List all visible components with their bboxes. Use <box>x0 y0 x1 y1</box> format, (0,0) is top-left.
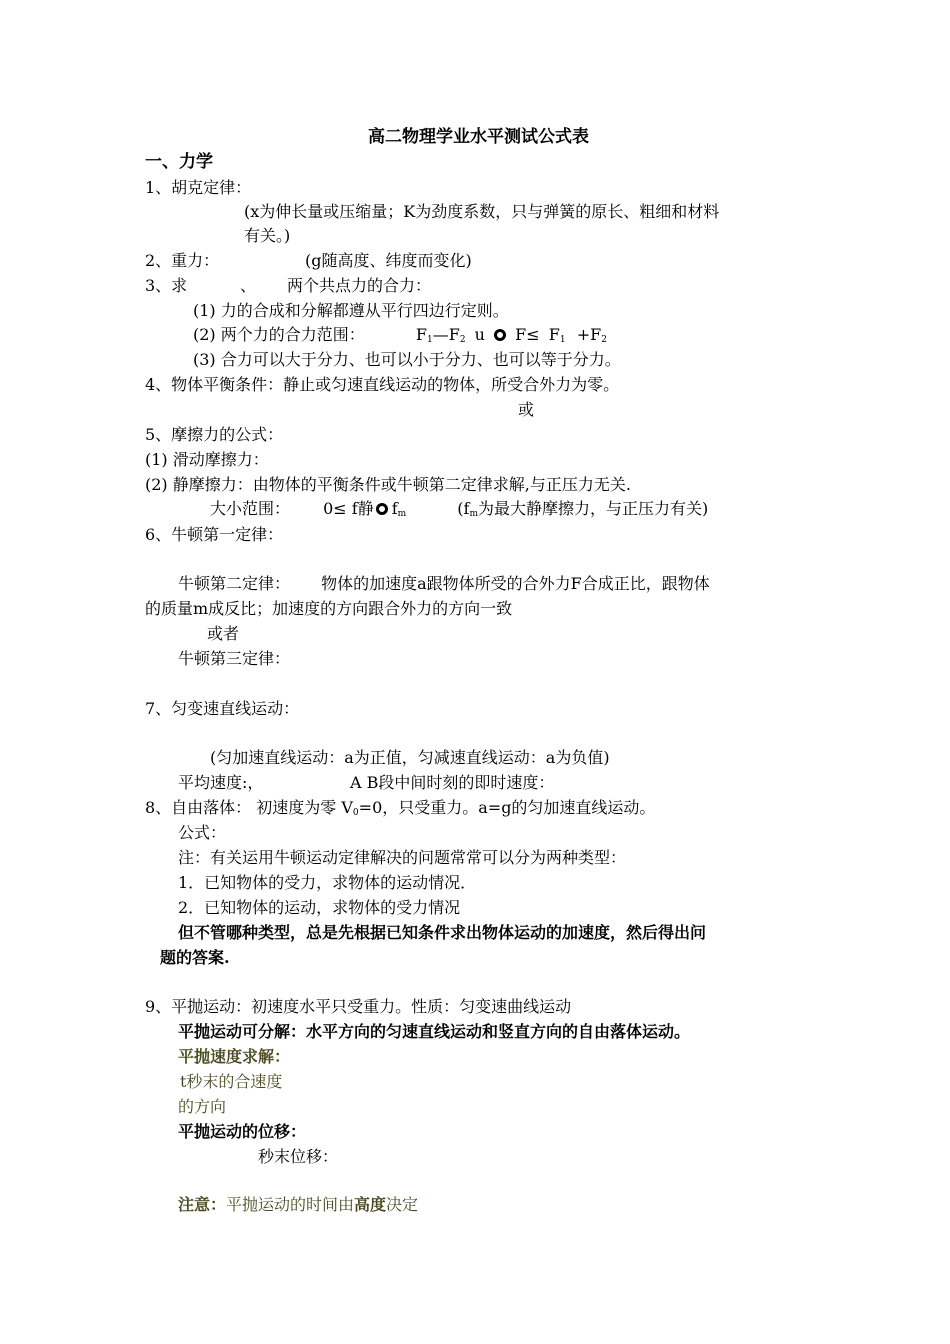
force-f1-b: F <box>548 325 560 344</box>
static-range <box>210 498 708 520</box>
projectile-direction: 的方向 <box>178 1097 227 1116</box>
free-fall-a: 8、自由落体： 初速度为零 V <box>145 798 353 817</box>
static-friction: (2) 静摩擦力：由物体的平衡条件或牛顿第二定律求解,与正压力无关. <box>145 475 631 494</box>
attention-label: 注意： <box>178 1195 227 1214</box>
ring-symbol-icon <box>494 329 506 341</box>
attention-height: 高度 <box>354 1195 387 1214</box>
balance-condition: 4、物体平衡条件：静止或匀速直线运动的物体，所受合外力为零。 <box>145 375 620 394</box>
attention-text: 平抛运动的时间由 <box>226 1195 355 1214</box>
or-1: 或 <box>518 400 535 419</box>
force-rule-1: (1) 力的合成和分解都遵从平行四边行定则。 <box>193 301 509 320</box>
newton-second-cont: 的质量m成反比；加速度的方向跟合外力的方向一致 <box>145 599 513 618</box>
f1-subscript: 1 <box>426 335 433 345</box>
newton-first: 6、牛顿第一定律： <box>145 525 284 544</box>
page-title: 高二物理学业水平测试公式表 <box>368 127 589 147</box>
projectile-motion: 9、平抛运动：初速度水平只受重力。性质：匀变速曲线运动 <box>145 997 572 1016</box>
range-note-a: (f <box>457 499 470 518</box>
minus-sign: — <box>432 325 449 344</box>
resultant-force-a: 3、求 <box>145 276 188 295</box>
fm-subscript: m <box>397 509 407 519</box>
projectile-second-disp: 秒末位移： <box>258 1147 339 1166</box>
u-symbol: u <box>474 325 485 344</box>
friction-formula: 5、摩擦力的公式： <box>145 425 284 444</box>
force-f1: F <box>415 325 427 344</box>
uniform-motion-note: (匀加速直线运动：a为正值，匀减速直线运动：a为负值) <box>210 748 610 767</box>
projectile-displacement: 平抛运动的位移： <box>178 1122 307 1141</box>
newton-note: 注：有关运用牛顿运动定律解决的问题常常可以分为两种类型： <box>178 848 627 867</box>
range-expr: 0≤ f静 <box>323 499 374 518</box>
average-velocity: 平均速度:， <box>178 773 264 792</box>
hooke-note-1: (x为伸长量或压缩量；K为劲度系数，只与弹簧的原长、粗细和材料 <box>244 202 720 221</box>
resultant-force-b: 、 <box>240 276 257 295</box>
free-fall-formula: 公式： <box>178 823 227 842</box>
newton-third: 牛顿第三定律： <box>178 649 291 668</box>
free-fall <box>145 797 655 819</box>
newton-note-1: 1．已知物体的受力，求物体的运动情况． <box>178 873 477 892</box>
attention-end: 决定 <box>386 1195 419 1214</box>
f2-subscript: 2 <box>459 335 466 345</box>
newton-second-text: 物体的加速度a跟物体所受的合外力F合成正比，跟物体 <box>321 574 710 593</box>
projectile-attention <box>178 1194 418 1216</box>
newton-second <box>178 573 710 595</box>
midtime-velocity: A B段中间时刻的即时速度： <box>350 773 555 792</box>
resultant-force-c: 两个共点力的合力： <box>287 276 432 295</box>
force-rule-3: (3) 合力可以大于分力、也可以小于分力、也可以等于分力。 <box>193 350 621 369</box>
ring-symbol-icon <box>376 503 388 515</box>
force-range-label: (2) 两个力的合力范围： <box>193 325 365 344</box>
uniform-motion: 7、匀变速直线运动： <box>145 699 300 718</box>
key-point-1: 但不管哪种类型，总是先根据已知条件求出物体运动的加速度，然后得出问 <box>178 923 707 942</box>
free-fall-b: =0，只受重力。a=g的匀加速直线运动。 <box>358 798 656 817</box>
section-mechanics: 一、力学 <box>145 152 213 172</box>
gravity: 2、重力： <box>145 251 220 270</box>
projectile-velocity: 平抛速度求解： <box>178 1047 291 1066</box>
range-note-b: 为最大静摩擦力，与正压力有关) <box>478 499 709 518</box>
or-2: 或者 <box>207 624 240 643</box>
fm-symbol: f <box>391 499 398 518</box>
range-label: 大小范围： <box>210 499 291 518</box>
newton-second-label: 牛顿第二定律： <box>178 574 291 593</box>
force-f2: F <box>448 325 460 344</box>
force-rule-2 <box>193 324 607 346</box>
fm-subscript-note: m <box>469 509 478 519</box>
hooke-note-2: 有关。) <box>244 226 291 245</box>
projectile-resultant: t秒末的合速度 <box>180 1072 283 1091</box>
v0-subscript: 0 <box>352 808 359 818</box>
sliding-friction: (1) 滑动摩擦力： <box>145 450 269 469</box>
f2-subscript-b: 2 <box>601 335 607 345</box>
newton-note-2: 2．已知物体的运动，求物体的受力情况 <box>178 898 461 917</box>
hooke-law: 1、胡克定律： <box>145 178 252 197</box>
projectile-decompose: 平抛运动可分解：水平方向的匀速直线运动和竖直方向的自由落体运动。 <box>178 1022 691 1041</box>
f1-subscript-b: 1 <box>559 335 566 345</box>
gravity-note: (g随高度、纬度而变化) <box>305 251 472 270</box>
le-f: F≤ <box>515 325 540 344</box>
key-point-2: 题的答案. <box>160 948 230 967</box>
plus-f2: +F <box>576 325 602 344</box>
